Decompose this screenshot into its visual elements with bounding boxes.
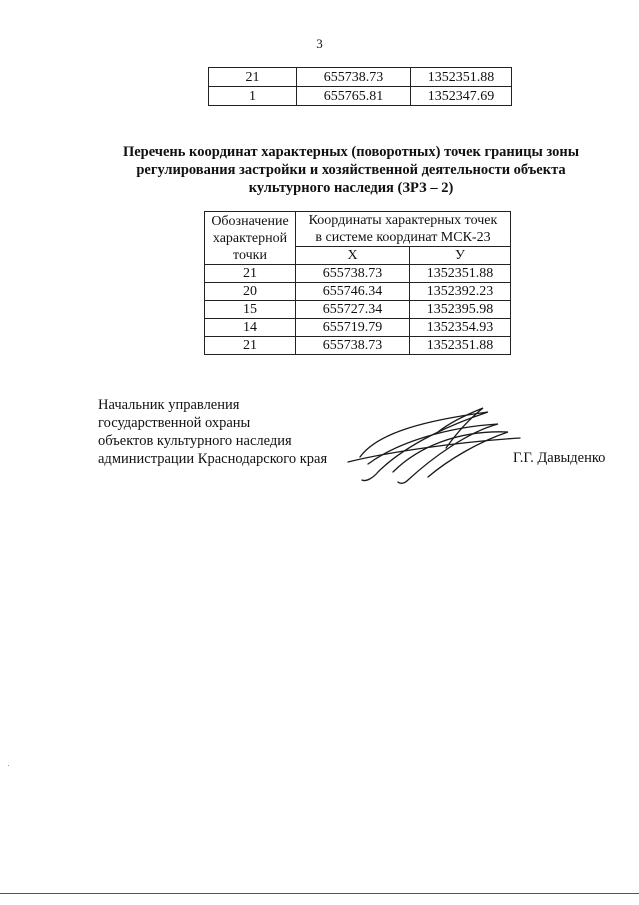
x-coordinate-cell: 655765.81 xyxy=(297,87,411,106)
point-id-cell: 1 xyxy=(209,87,297,106)
x-coordinate-cell: 655746.34 xyxy=(296,283,410,301)
point-id-cell: 15 xyxy=(205,301,296,319)
coordinates-header: Координаты характерных точек в системе координат МСК-23 xyxy=(296,212,511,247)
heading-line: Перечень координат характерных (поворотных) точек границы зоны xyxy=(122,144,580,160)
table-row xyxy=(205,301,511,319)
x-coordinate-cell: 655727.34 xyxy=(296,301,410,319)
signatory-title-line: администрации Краснодарского края xyxy=(98,451,328,467)
signatory-title-line: объектов культурного наследия xyxy=(98,433,292,449)
y-coordinate-cell: 1352392.23 xyxy=(410,283,511,301)
top-coordinates-table xyxy=(208,67,512,106)
point-id-cell: 21 xyxy=(209,68,297,87)
x-coordinate-cell: 655738.73 xyxy=(296,337,410,355)
table-row xyxy=(209,68,512,87)
x-coordinate-cell: 655719.79 xyxy=(296,319,410,337)
x-coordinate-cell: 655738.73 xyxy=(297,68,411,87)
y-coordinate-cell: 1352395.98 xyxy=(410,301,511,319)
signatory-title xyxy=(98,396,327,468)
table-row xyxy=(205,319,511,337)
table-row xyxy=(205,265,511,283)
table-row xyxy=(209,87,512,106)
zrz2-coordinates-table xyxy=(204,211,511,355)
y-column-header: У xyxy=(410,247,511,265)
table-row xyxy=(205,283,511,301)
signatory-title-line: Начальник управления xyxy=(98,397,240,413)
y-coordinate-cell: 1352351.88 xyxy=(411,68,512,87)
y-coordinate-cell: 1352354.93 xyxy=(410,319,511,337)
signatory-title-line: государственной охраны xyxy=(98,415,251,431)
point-id-cell: 14 xyxy=(205,319,296,337)
x-column-header: Х xyxy=(296,247,410,265)
y-coordinate-cell: 1352351.88 xyxy=(410,337,511,355)
heading-line: регулирования застройки и хозяйственной деятельности объекта xyxy=(136,162,566,178)
page-number: 3 xyxy=(316,36,323,51)
signer-name: Г.Г. Давыденко xyxy=(513,450,606,466)
section-heading xyxy=(96,143,606,197)
point-id-cell: 20 xyxy=(205,283,296,301)
scan-speck xyxy=(8,765,9,766)
heading-line: культурного наследия (ЗРЗ – 2) xyxy=(248,180,454,196)
point-designation-header: Обозначение характерной точки xyxy=(205,212,296,265)
point-id-cell: 21 xyxy=(205,337,296,355)
point-id-cell: 21 xyxy=(205,265,296,283)
y-coordinate-cell: 1352347.69 xyxy=(411,87,512,106)
y-coordinate-cell: 1352351.88 xyxy=(410,265,511,283)
handwritten-signature xyxy=(338,402,528,492)
x-coordinate-cell: 655738.73 xyxy=(296,265,410,283)
page-bottom-rule xyxy=(0,893,639,894)
table-row xyxy=(205,337,511,355)
table-header-row xyxy=(205,212,511,247)
